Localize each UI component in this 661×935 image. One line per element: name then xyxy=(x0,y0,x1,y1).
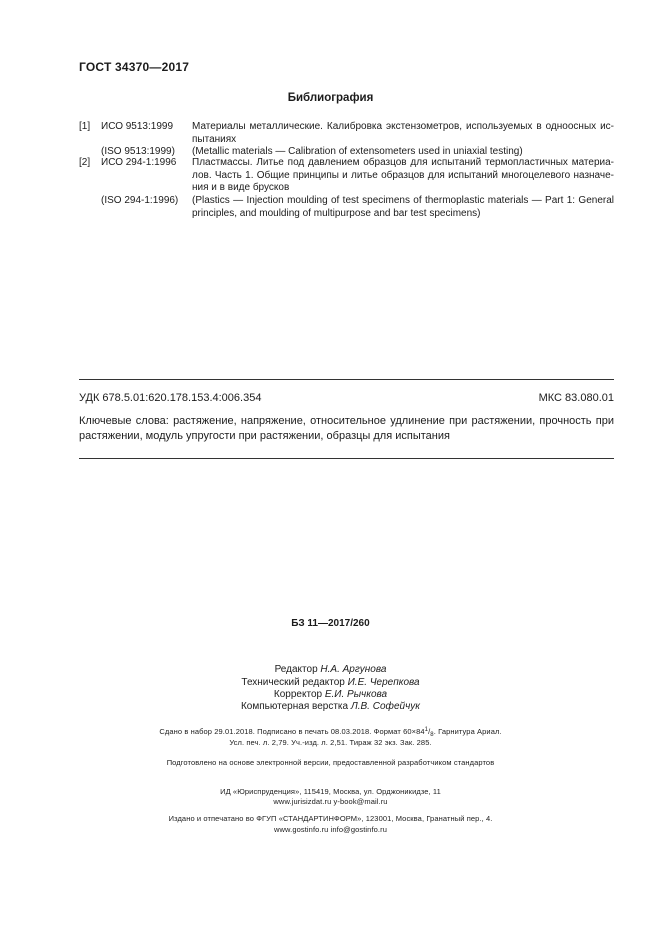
imprint-publisher: ИД «Юриспруденция», 115419, Москва, ул. Орджоникидзе, 11 xyxy=(220,787,441,796)
document-code: ГОСТ 34370—2017 xyxy=(79,60,190,74)
imprint-sheets: Усл. печ. л. 2,79. Уч.-изд. л. 2,51. Тираж 32 экз. Зак. 285. xyxy=(229,738,432,747)
credit-tech-editor xyxy=(0,677,661,688)
bib-entry-alt-title-line: (Metallic materials — Calibration of extensometers used in uniaxial testing) xyxy=(192,146,523,157)
format-fraction-denominator: 8 xyxy=(430,732,434,738)
credit-name: Н.А. Аргунова xyxy=(320,664,387,675)
divider-bottom xyxy=(79,458,614,459)
bib-entry-title xyxy=(192,121,614,146)
imprint-printer-contacts: www.gostinfo.ru info@gostinfo.ru xyxy=(274,825,387,834)
imprint-publisher-contacts: www.jurisizdat.ru y-book@mail.ru xyxy=(273,797,388,806)
keywords: Ключевые слова: растяжение, напряжение, относительное удлинение при растяжении, прочность при растяжении, модуль упругости при растяжении, образцы для испытания xyxy=(79,415,614,442)
credit-name: И.Е. Черепкова xyxy=(347,677,420,688)
udk-code: УДК 678.5.01:620.178.153.4:006.354 xyxy=(79,392,262,404)
bz-number: БЗ 11—2017/260 xyxy=(291,618,370,629)
bib-entry-title-line: пытаниях xyxy=(192,133,237,145)
divider-top xyxy=(79,379,614,380)
imprint-printer: Издано и отпечатано во ФГУП «СТАНДАРТИНФОРМ», 123001, Москва, Гранатный пер., 4. xyxy=(168,814,493,823)
bib-entry-alt-standard: (ISO 294-1:1996) xyxy=(101,195,179,206)
bib-entry-number: [1] xyxy=(79,121,91,132)
imprint-print-details: Сдано в набор 29.01.2018. Подписано в печать 08.03.2018. Формат $60\times 84^1/_8$. Гарнитура Ариал. xyxy=(159,727,502,738)
bib-entry-title-line: лов. Часть 1. Общие принципы и литье образцов для испытаний многоцелевого назначе- xyxy=(192,169,614,181)
format-fraction-numerator: 1 xyxy=(424,727,429,733)
credit-editor xyxy=(0,664,661,675)
bib-entry-alt-title xyxy=(192,195,614,220)
credit-name: Л.В. Софейчук xyxy=(350,701,421,712)
bibliography-title: Библиография xyxy=(287,92,374,104)
mks-code: МКС 83.080.01 xyxy=(538,392,614,404)
bib-entry-title-line: Пластмассы. Литье под давлением образцов для испытаний термопластичных материа- xyxy=(192,157,614,168)
imprint-print-details-text: Сдано в набор 29.01.2018. Подписано в печать 08.03.2018. Формат 60×84 xyxy=(159,727,425,736)
credit-name: Е.И. Рычкова xyxy=(324,689,388,700)
bib-entry-alt-standard: (ISO 9513:1999) xyxy=(101,146,175,157)
imprint-prepared-note: Подготовлено на основе электронной версии, предоставленной разработчиком стандартов xyxy=(166,758,495,767)
credit-role: Компьютерная верстка xyxy=(240,701,349,712)
credit-role: Технический редактор xyxy=(241,677,345,688)
bib-entry-title xyxy=(192,157,614,195)
credit-role: Корректор xyxy=(273,689,323,700)
credit-role: Редактор xyxy=(274,664,318,675)
bib-entry-title-line: ния и в виде брусков xyxy=(192,182,290,193)
bib-entry-alt-title-line: (Plastics — Injection moulding of test specimens of thermoplastic materials — Part 1: General xyxy=(192,195,614,206)
bib-entry-standard: ИСО 9513:1999 xyxy=(101,121,174,132)
bib-entry-alt-title-line: principles, and moulding of multipurpose and bar test specimens) xyxy=(192,207,481,219)
imprint-typeface: . Гарнитура Ариал. xyxy=(433,727,502,736)
bib-entry-standard: ИСО 294-1:1996 xyxy=(101,157,177,168)
bib-entry-title-line: Материалы металлические. Калибровка экстензометров, используемых в одноосных ис- xyxy=(192,121,614,132)
credit-layout xyxy=(0,701,661,712)
credit-corrector xyxy=(0,689,661,700)
bib-entry-number: [2] xyxy=(79,157,91,168)
